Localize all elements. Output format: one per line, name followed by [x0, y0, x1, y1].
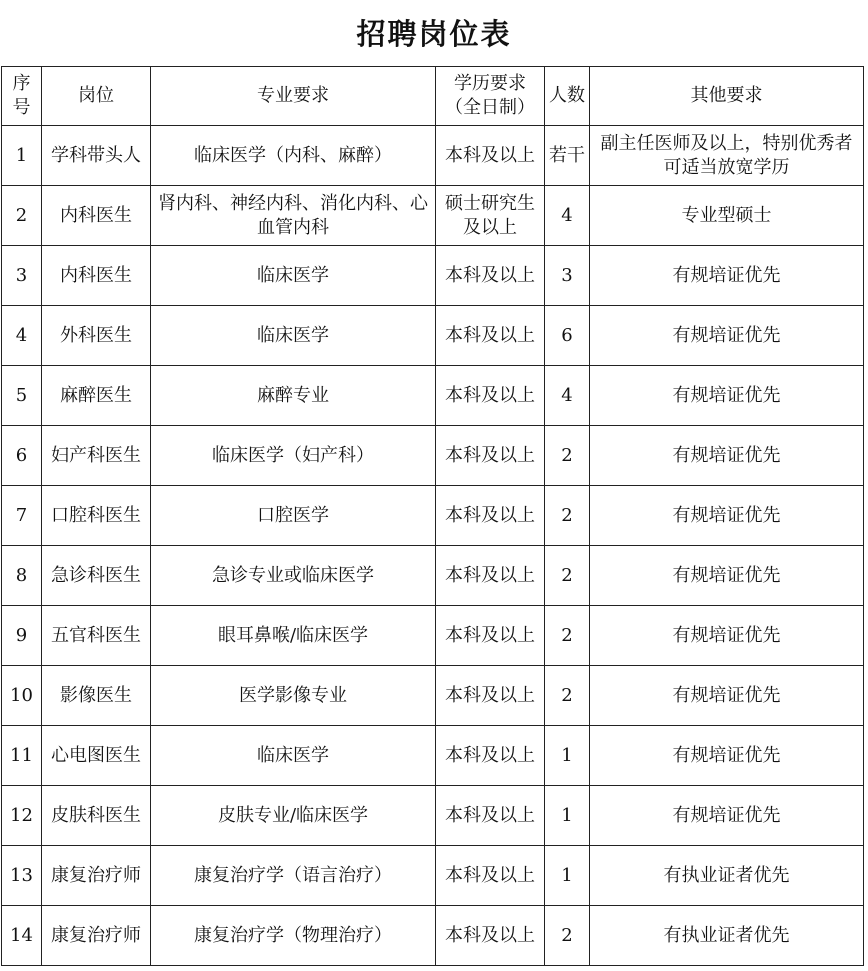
cell-no: 4 [2, 306, 42, 366]
cell-major: 皮肤专业/临床医学 [151, 786, 436, 846]
cell-count: 4 [545, 186, 590, 246]
cell-major: 口腔医学 [151, 486, 436, 546]
table-row [2, 186, 864, 246]
cell-major: 临床医学（妇产科） [151, 426, 436, 486]
cell-other: 有规培证优先 [590, 546, 864, 606]
cell-other: 有执业证者优先 [590, 906, 864, 966]
header-major: 专业要求 [151, 67, 436, 126]
cell-position: 康复治疗师 [42, 846, 151, 906]
table-body [2, 126, 864, 966]
cell-education: 硕士研究生及以上 [436, 186, 545, 246]
cell-no: 1 [2, 126, 42, 186]
cell-position: 急诊科医生 [42, 546, 151, 606]
cell-no: 5 [2, 366, 42, 426]
header-row [2, 67, 864, 126]
cell-no: 11 [2, 726, 42, 786]
cell-other: 有规培证优先 [590, 786, 864, 846]
cell-no: 3 [2, 246, 42, 306]
table-row [2, 606, 864, 666]
cell-position: 口腔科医生 [42, 486, 151, 546]
cell-position: 皮肤科医生 [42, 786, 151, 846]
cell-no: 13 [2, 846, 42, 906]
cell-position: 康复治疗师 [42, 906, 151, 966]
cell-no: 14 [2, 906, 42, 966]
cell-major: 急诊专业或临床医学 [151, 546, 436, 606]
cell-major: 临床医学 [151, 726, 436, 786]
cell-other: 专业型硕士 [590, 186, 864, 246]
cell-no: 9 [2, 606, 42, 666]
cell-count: 若干 [545, 126, 590, 186]
cell-other: 有规培证优先 [590, 426, 864, 486]
cell-no: 8 [2, 546, 42, 606]
table-row [2, 666, 864, 726]
cell-other: 有规培证优先 [590, 246, 864, 306]
recruitment-table [1, 66, 864, 966]
table-row [2, 366, 864, 426]
table-row [2, 546, 864, 606]
table-row [2, 126, 864, 186]
cell-count: 1 [545, 786, 590, 846]
cell-count: 2 [545, 906, 590, 966]
cell-other: 有规培证优先 [590, 606, 864, 666]
header-other: 其他要求 [590, 67, 864, 126]
cell-no: 2 [2, 186, 42, 246]
cell-no: 6 [2, 426, 42, 486]
cell-education: 本科及以上 [436, 366, 545, 426]
cell-count: 1 [545, 846, 590, 906]
cell-education: 本科及以上 [436, 126, 545, 186]
cell-count: 4 [545, 366, 590, 426]
table-row [2, 846, 864, 906]
header-count: 人数 [545, 67, 590, 126]
cell-education: 本科及以上 [436, 426, 545, 486]
cell-education: 本科及以上 [436, 486, 545, 546]
cell-education: 本科及以上 [436, 726, 545, 786]
cell-position: 学科带头人 [42, 126, 151, 186]
cell-other: 有规培证优先 [590, 306, 864, 366]
cell-position: 五官科医生 [42, 606, 151, 666]
cell-education: 本科及以上 [436, 786, 545, 846]
table-row [2, 246, 864, 306]
cell-education: 本科及以上 [436, 606, 545, 666]
cell-count: 3 [545, 246, 590, 306]
cell-major: 临床医学 [151, 306, 436, 366]
cell-count: 1 [545, 726, 590, 786]
cell-position: 内科医生 [42, 186, 151, 246]
cell-major: 临床医学（内科、麻醉） [151, 126, 436, 186]
table-row [2, 306, 864, 366]
cell-no: 7 [2, 486, 42, 546]
cell-count: 2 [545, 666, 590, 726]
cell-position: 影像医生 [42, 666, 151, 726]
table-row [2, 726, 864, 786]
cell-other: 有规培证优先 [590, 486, 864, 546]
cell-major: 麻醉专业 [151, 366, 436, 426]
table-row [2, 786, 864, 846]
cell-education: 本科及以上 [436, 666, 545, 726]
cell-other: 有规培证优先 [590, 726, 864, 786]
cell-other: 有规培证优先 [590, 666, 864, 726]
cell-position: 外科医生 [42, 306, 151, 366]
cell-major: 康复治疗学（语言治疗） [151, 846, 436, 906]
cell-other: 有规培证优先 [590, 366, 864, 426]
cell-major: 肾内科、神经内科、消化内科、心血管内科 [151, 186, 436, 246]
cell-major: 康复治疗学（物理治疗） [151, 906, 436, 966]
cell-count: 2 [545, 486, 590, 546]
cell-major: 医学影像专业 [151, 666, 436, 726]
cell-other: 副主任医师及以上，特别优秀者可适当放宽学历 [590, 126, 864, 186]
cell-no: 10 [2, 666, 42, 726]
cell-education: 本科及以上 [436, 306, 545, 366]
cell-education: 本科及以上 [436, 546, 545, 606]
cell-count: 2 [545, 546, 590, 606]
cell-major: 眼耳鼻喉/临床医学 [151, 606, 436, 666]
table-header [2, 67, 864, 126]
table-row [2, 906, 864, 966]
cell-education: 本科及以上 [436, 846, 545, 906]
cell-position: 内科医生 [42, 246, 151, 306]
cell-position: 心电图医生 [42, 726, 151, 786]
cell-position: 妇产科医生 [42, 426, 151, 486]
cell-education: 本科及以上 [436, 906, 545, 966]
cell-count: 2 [545, 426, 590, 486]
cell-no: 12 [2, 786, 42, 846]
cell-major: 临床医学 [151, 246, 436, 306]
cell-count: 6 [545, 306, 590, 366]
table-row [2, 486, 864, 546]
cell-position: 麻醉医生 [42, 366, 151, 426]
header-education: 学历要求（全日制） [436, 67, 545, 126]
cell-other: 有执业证者优先 [590, 846, 864, 906]
header-no: 序号 [2, 67, 42, 126]
page-title: 招聘岗位表 [356, 17, 512, 51]
table-row [2, 426, 864, 486]
header-position: 岗位 [42, 67, 151, 126]
cell-education: 本科及以上 [436, 246, 545, 306]
cell-count: 2 [545, 606, 590, 666]
